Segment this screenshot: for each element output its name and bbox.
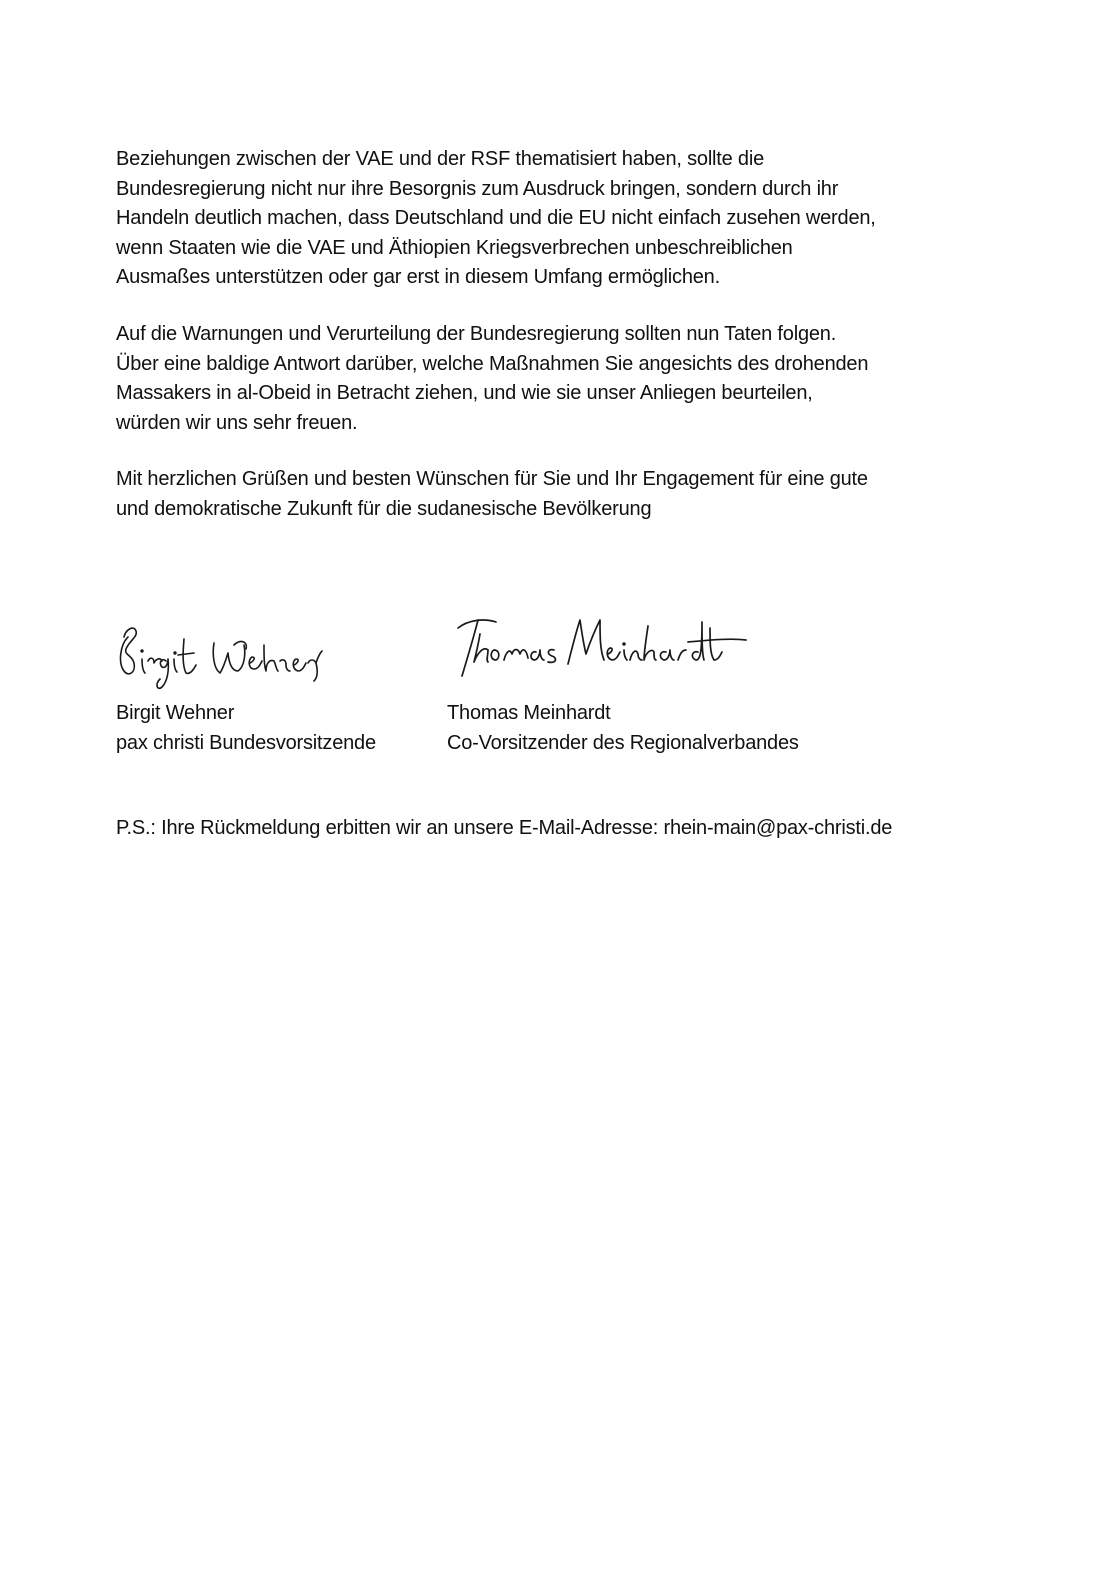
paragraph-line: Mit herzlichen Grüßen und besten Wünschen für Sie und Ihr Engagement für eine gute [116, 468, 868, 490]
signatory-name: Thomas Meinhardt [447, 702, 611, 724]
signature-thomas-meinhardt [448, 598, 748, 688]
paragraph-line: würden wir uns sehr freuen. [116, 411, 358, 434]
signatory-name: Birgit Wehner [116, 702, 235, 724]
paragraph-line: Massakers in al-Obeid in Betracht ziehen, und wie sie unser Anliegen beurteilen, [116, 382, 813, 404]
closing-paragraph [116, 465, 996, 524]
paragraph-line: Beziehungen zwischen der VAE und der RSF thematisiert haben, sollte die [116, 148, 765, 170]
paragraph-line: wenn Staaten wie die VAE und Äthiopien Kriegsverbrechen unbeschreiblichen [116, 236, 793, 259]
paragraph-line: Bundesregierung nicht nur ihre Besorgnis zum Ausdruck bringen, sondern durch ihr [116, 177, 839, 200]
postscript: P.S.: Ihre Rückmeldung erbitten wir an unsere E-Mail-Adresse: rhein-main@pax-christi.de [116, 817, 893, 839]
paragraph-line: Auf die Warnungen und Verurteilung der Bundesregierung sollten nun Taten folgen. [116, 323, 837, 345]
signatory-role: pax christi Bundesvorsitzende [116, 732, 376, 754]
paragraph-line: Über eine baldige Antwort darüber, welche Maßnahmen Sie angesichts des drohenden [116, 352, 869, 375]
signatory-role: Co-Vorsitzender des Regionalverbandes [447, 732, 799, 754]
signature-birgit-wehner [114, 615, 329, 695]
paragraph-1 [116, 145, 996, 293]
paragraph-line: Handeln deutlich machen, dass Deutschland und die EU nicht einfach zusehen werden, [116, 207, 876, 229]
paragraph-line: und demokratische Zukunft für die sudanesische Bevölkerung [116, 497, 652, 520]
paragraph-line: Ausmaßes unterstützen oder gar erst in diesem Umfang ermöglichen. [116, 266, 720, 288]
paragraph-2 [116, 320, 996, 438]
signatory-birgit-wehner [116, 698, 376, 758]
signatory-thomas-meinhardt [447, 698, 799, 758]
